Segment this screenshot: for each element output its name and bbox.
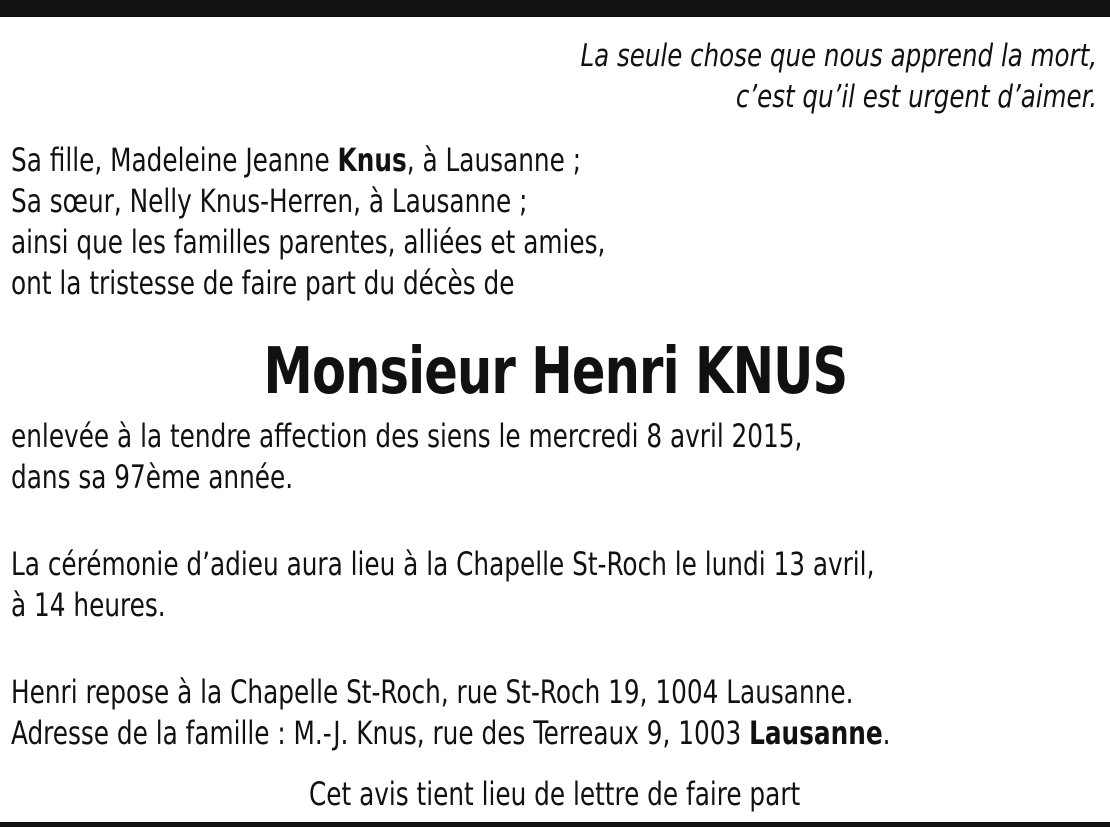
deceased-name-heading (0, 337, 1110, 407)
ceremony-time-line: à 14 heures. (11, 586, 166, 624)
epigraph-line-2: c’est qu’il est urgent d’aimer. (735, 79, 1097, 115)
bottom-border-rule (0, 822, 1110, 827)
daughter-city: , à Lausanne ; (406, 141, 582, 179)
family-address-line (11, 713, 891, 754)
footer-text: Cet avis tient lieu de lettre de faire part (309, 775, 801, 813)
address-details (11, 672, 891, 754)
family-address-text: Adresse de la famille : M.-J. Knus, rue des Terreaux 9, 1003 (11, 714, 750, 752)
death-date-line: enlevée à la tendre affection des siens le mercredi 8 avril 2015, (11, 417, 803, 455)
family-announcement (11, 140, 605, 304)
deceased-name: Monsieur Henri KNUS (263, 335, 847, 409)
family-line-announcement: ont la tristesse de faire part du décès de (11, 264, 515, 302)
death-age-line: dans sa 97ème année. (11, 458, 294, 496)
family-address-city: Lausanne (749, 714, 883, 752)
epigraph-quote (580, 36, 1097, 118)
daughter-text: Sa fille, Madeleine Jeanne (11, 141, 338, 179)
top-border-rule (0, 0, 1110, 17)
family-line-sister: Sa sœur, Nelly Knus-Herren, à Lausanne ; (11, 182, 528, 220)
footer-note (0, 774, 1110, 815)
family-line-relatives: ainsi que les familles parentes, alliées et amies, (11, 223, 606, 261)
family-line-daughter (11, 140, 605, 181)
repose-address-line: Henri repose à la Chapelle St-Roch, rue St-Roch 19, 1004 Lausanne. (11, 673, 854, 711)
death-details (11, 416, 802, 498)
daughter-surname: Knus (337, 141, 407, 179)
family-address-period: . (882, 714, 891, 752)
ceremony-place-line: La cérémonie d’adieu aura lieu à la Chapelle St-Roch le lundi 13 avril, (11, 545, 875, 583)
ceremony-details (11, 544, 874, 626)
epigraph-line-1: La seule chose que nous apprend la mort, (580, 38, 1097, 74)
